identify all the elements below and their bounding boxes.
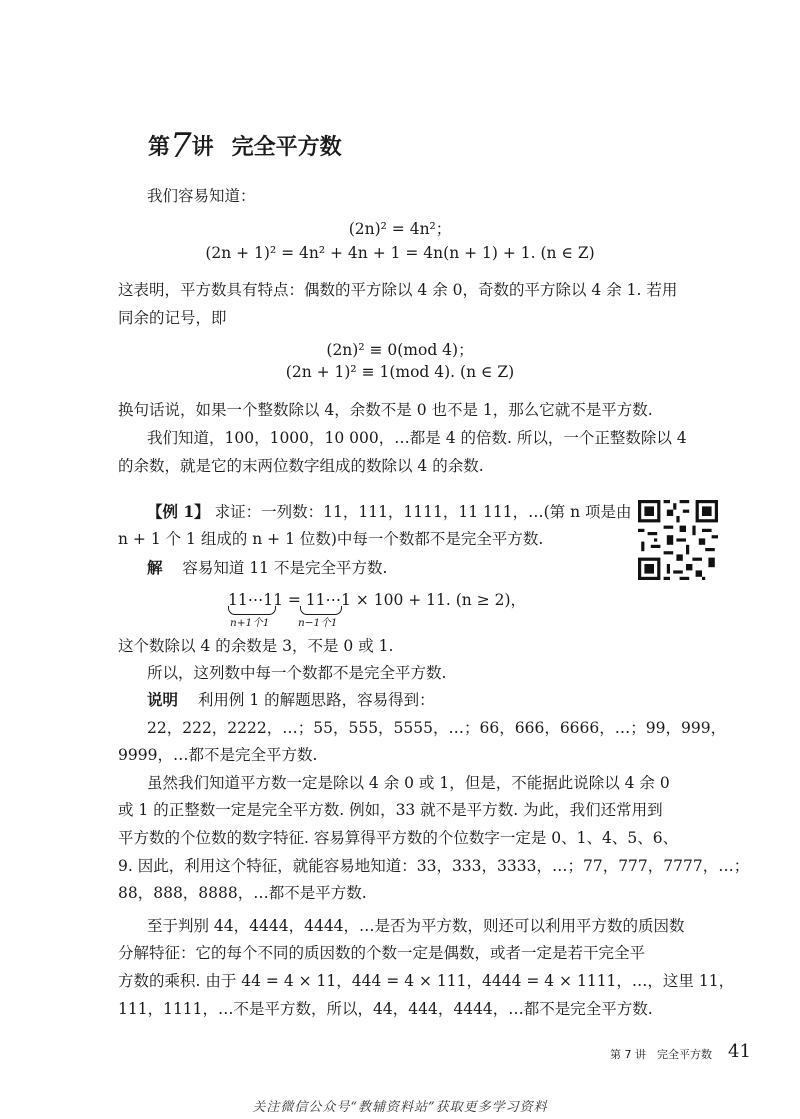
underbrace-2 — [300, 606, 342, 615]
paragraph-4d: 9. 因此，利用这个特征，就能容易地知道：33，333，3333，…；77，777，7777，…； — [118, 857, 750, 875]
heading-prefix: 第 — [148, 135, 171, 160]
example-text-a: 求证：一列数：11，111，1111，11 111，…(第 n 项是由 — [214, 503, 632, 521]
eq5-left: 11⋯11 — [228, 591, 283, 609]
intro-line: 我们容易知道： — [147, 187, 256, 205]
equation-1: (2n)² = 4n²； — [348, 220, 452, 238]
note-line-b: 22，222，2222，…；55，555，5555，…；66，666，6666，…；99，999， — [147, 719, 727, 737]
page-title — [148, 126, 342, 166]
equation-4: (2n + 1)² ≡ 1(mod 4). (n ∈ Z) — [285, 363, 515, 381]
example-line-b: n + 1 个 1 组成的 n + 1 位数)中每一个数都不是完全平方数. — [118, 530, 544, 548]
example-label: 【例 1】 — [147, 502, 210, 521]
paragraph-4b: 或 1 的正整数一定是完全平方数. 例如，33 就不是平方数. 为此，我们还常用到 — [118, 801, 663, 819]
heading-number: 7 — [170, 126, 192, 166]
paragraph-4a: 虽然我们知道平方数一定是除以 4 余 0 或 1，但是，不能据此说除以 4 余 0 — [147, 774, 670, 792]
paragraph-5b: 分解特征：它的每个不同的质因数的个数一定是偶数，或者一定是若干完全平 — [118, 944, 646, 962]
eq5-right: × 100 + 11. (n ≥ 2)， — [350, 591, 527, 609]
note-line-a — [147, 688, 435, 710]
running-footer: 第 7 讲 完全平方数 — [610, 1048, 712, 1061]
note-line-c: 9999，…都不是完全平方数. — [118, 746, 318, 764]
watermark-notice: 关注微信公众号“教辅资料站”获取更多学习资料 — [252, 1100, 548, 1115]
eq5-mid: = — [282, 591, 306, 609]
paragraph-3b: 的余数，就是它的末两位数字组成的数除以 4 的余数. — [118, 457, 484, 475]
heading-title: 完全平方数 — [231, 135, 342, 160]
eq5-mid2: 11⋯1 — [305, 591, 351, 609]
solution-label: 解 — [147, 558, 163, 577]
equation-3: (2n)² ≡ 0(mod 4)； — [326, 341, 474, 359]
example-line-a — [147, 500, 632, 522]
heading-suffix: 讲 — [191, 135, 214, 160]
solution-line-a — [147, 556, 387, 578]
underbrace-label-2: n−1个1 — [298, 617, 338, 629]
underbrace-1 — [228, 606, 276, 615]
paragraph-2: 换句话说，如果一个整数除以 4，余数不是 0 也不是 1，那么它就不是平方数. — [118, 401, 653, 419]
paragraph-3a: 我们知道，100，1000，10 000，…都是 4 的倍数. 所以，一个正整数除以 4 — [147, 429, 687, 447]
paragraph-4c: 平方数的个位数的数字特征. 容易算得平方数的个位数字一定是 0、1、4、5、6、 — [118, 829, 679, 847]
paragraph-5d: 111，1111，…不是平方数，所以，44，444，4444，…都不是完全平方数. — [118, 1000, 653, 1018]
solution-line-c: 所以，这列数中每一个数都不是完全平方数. — [147, 664, 447, 682]
paragraph-5c: 方数的乘积. 由于 44 = 4 × 11，444 = 4 × 111，4444 = 4 × 1111，…，这里 11， — [118, 972, 735, 990]
note-text-a: 利用例 1 的解题思路，容易得到： — [197, 691, 435, 709]
paragraph-5a: 至于判别 44，4444，4444，…是否为平方数，则还可以利用平方数的质因数 — [147, 917, 685, 935]
paragraph-4e: 88，888，8888，…都不是平方数. — [118, 884, 367, 902]
paragraph-1b: 同余的记号，即 — [118, 309, 227, 327]
solution-text-a: 容易知道 11 不是完全平方数. — [182, 559, 388, 577]
page-number: 41 — [728, 1041, 751, 1062]
paragraph-1a: 这表明，平方数具有特点：偶数的平方除以 4 余 0，奇数的平方除以 4 余 1. 若用 — [118, 281, 678, 299]
qr-code-icon — [638, 500, 718, 580]
equation-2: (2n + 1)² = 4n² + 4n + 1 = 4n(n + 1) + 1. (n ∈ Z) — [205, 244, 595, 262]
underbrace-label-1: n+1个1 — [230, 617, 270, 629]
note-label: 说明 — [147, 690, 179, 709]
solution-line-b: 这个数除以 4 的余数是 3，不是 0 或 1. — [118, 637, 394, 655]
